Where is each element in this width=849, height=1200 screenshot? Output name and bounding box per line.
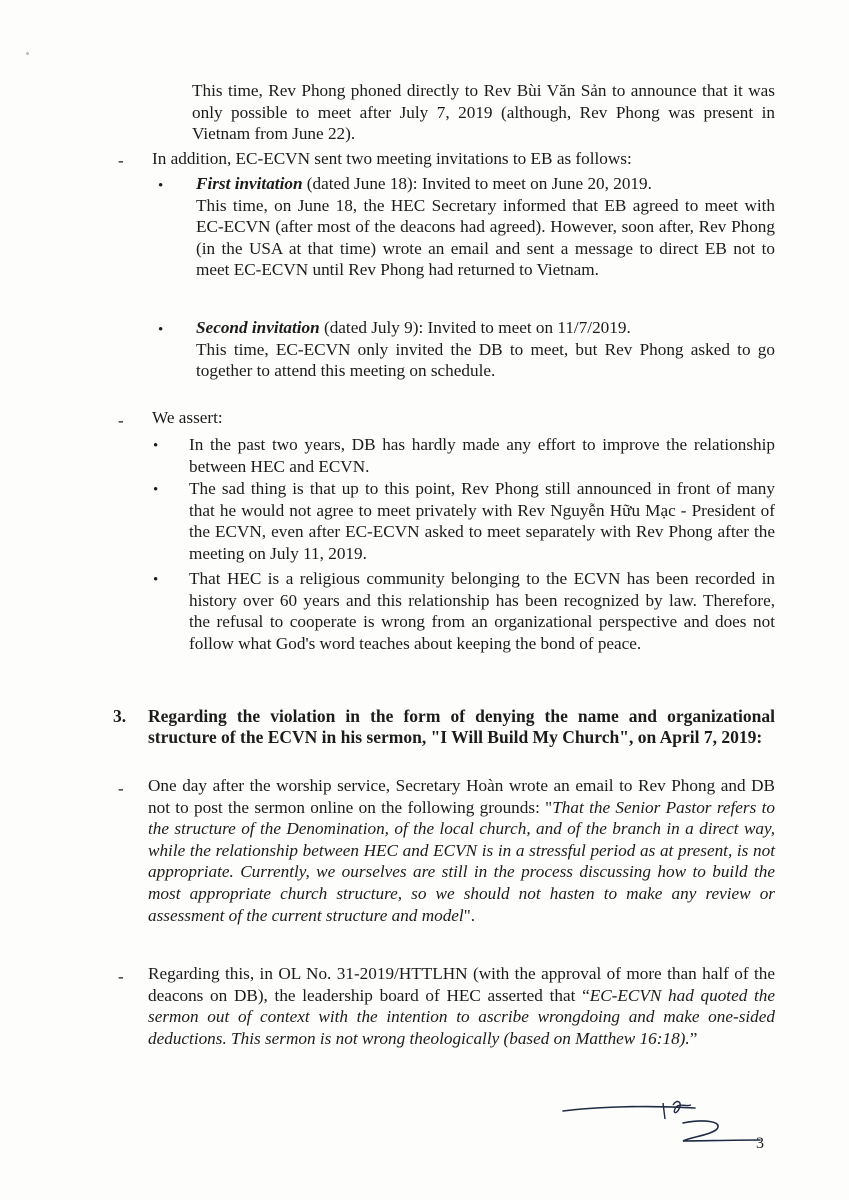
quote-close: ”: [689, 1028, 698, 1048]
invitation-line: [196, 173, 775, 195]
handwritten-signature: [555, 1093, 775, 1163]
assertion-item: [189, 434, 775, 477]
quoted-text: EC-ECVN had quoted the sermon out of context with the intention to ascribe wrongdoing and make one-sided deductions. This sermon is not wrong theologically (based on Matthew 16:18).: [148, 985, 776, 1048]
first-invitation-item: [196, 173, 775, 281]
invitations-intro: [152, 148, 775, 170]
invitation-body: This time, on June 18, the HEC Secretary informed that EB agreed to meet with EC-ECVN (after most of the deacons had agreed). However, soon after, Rev Phong (in the USA at that time) wrote an email and sent a message to direct EB not to meet EC-ECVN until Rev Phong had returned to Vietnam.: [196, 195, 775, 280]
invitation-line: [196, 317, 775, 339]
paragraph-text: We assert:: [152, 408, 223, 427]
scan-speck: [26, 52, 29, 55]
invitation-title: Second invitation: [196, 318, 320, 337]
assertion-item: [189, 478, 775, 564]
dash-marker: -: [118, 411, 124, 430]
quote-close: ".: [463, 905, 476, 925]
paragraph-lead: Regarding this, in OL No. 31-2019/HTTLHN (with the approval of more than half of the deacons on DB), the leadership board of HEC asserted that “: [148, 964, 775, 1005]
assertion-item: [189, 568, 775, 654]
continuation-paragraph: [192, 80, 775, 145]
paragraph-text: This time, Rev Phong phoned directly to Rev Bùi Văn Sản to announce that it was only possible to meet after July 7, 2019 (although, Rev Phong was present in Vietnam from June 22).: [192, 81, 775, 144]
page-number: 3: [756, 1135, 764, 1152]
second-invitation-item: [196, 317, 775, 382]
paragraph-text: In the past two years, DB has hardly made any effort to improve the relationship between HEC and ECVN.: [189, 435, 775, 476]
invitation-body: This time, EC-ECVN only invited the DB to meet, but Rev Phong asked to go together to attend this meeting on schedule.: [196, 339, 775, 381]
bullet-marker: •: [153, 482, 159, 498]
assert-intro: [152, 407, 775, 429]
section-number: 3.: [113, 706, 127, 726]
section-heading-text: Regarding the violation in the form of denying the name and organizational structure of the ECVN in his sermon, "I Will Build My Church", on April 7, 2019:: [148, 706, 775, 747]
paragraph-text: That HEC is a religious community belonging to the ECVN has been recorded in history over 60 years and this relationship has been recognized by law. Therefore, the refusal to cooperate is wrong from an organizational perspective and does not follow what God's word teaches about keeping the bond of peace.: [189, 569, 775, 653]
invitation-date: (dated June 18): Invited to meet on June 20, 2019.: [306, 174, 652, 193]
bullet-marker: •: [153, 572, 159, 588]
section-heading: [148, 706, 775, 748]
quoted-text: That the Senior Pastor refers to the structure of the Denomination, of the local church, and of the branch in a direct way, while the relationship between HEC and ECVN is in a stressful period as at present, is not appropriate. Currently, we ourselves are still in the process discussing how to build the most appropriate church structure, so we should not hasten to make any review or assessment of the current structure and model: [148, 797, 775, 925]
secretary-email-paragraph: [148, 775, 775, 926]
bullet-marker: •: [158, 178, 164, 194]
bullet-marker: •: [158, 322, 164, 338]
dash-marker: -: [118, 967, 124, 986]
paragraph-text: In addition, EC-ECVN sent two meeting invitations to EB as follows:: [152, 149, 632, 168]
dash-marker: -: [118, 779, 124, 798]
paragraph-text: [148, 775, 775, 926]
paragraph-lead: One day after the worship service, Secretary Hoàn wrote an email to Rev Phong and DB not to post the sermon online on the following grounds: ": [148, 776, 775, 817]
paragraph-text: The sad thing is that up to this point, Rev Phong still announced in front of many that he would not agree to meet privately with Rev Nguyễn Hữu Mạc - President of the ECVN, even after EC-ECVN asked to meet separately with Rev Phong after the meeting on July 11, 2019.: [189, 479, 775, 563]
paragraph-text: [148, 963, 775, 1049]
ol-assertion-paragraph: [148, 963, 775, 1049]
bullet-marker: •: [153, 438, 159, 454]
invitation-title: First invitation: [196, 174, 303, 193]
dash-marker: -: [118, 151, 124, 170]
invitation-date: (dated July 9): Invited to meet on 11/7/2019.: [323, 318, 631, 337]
